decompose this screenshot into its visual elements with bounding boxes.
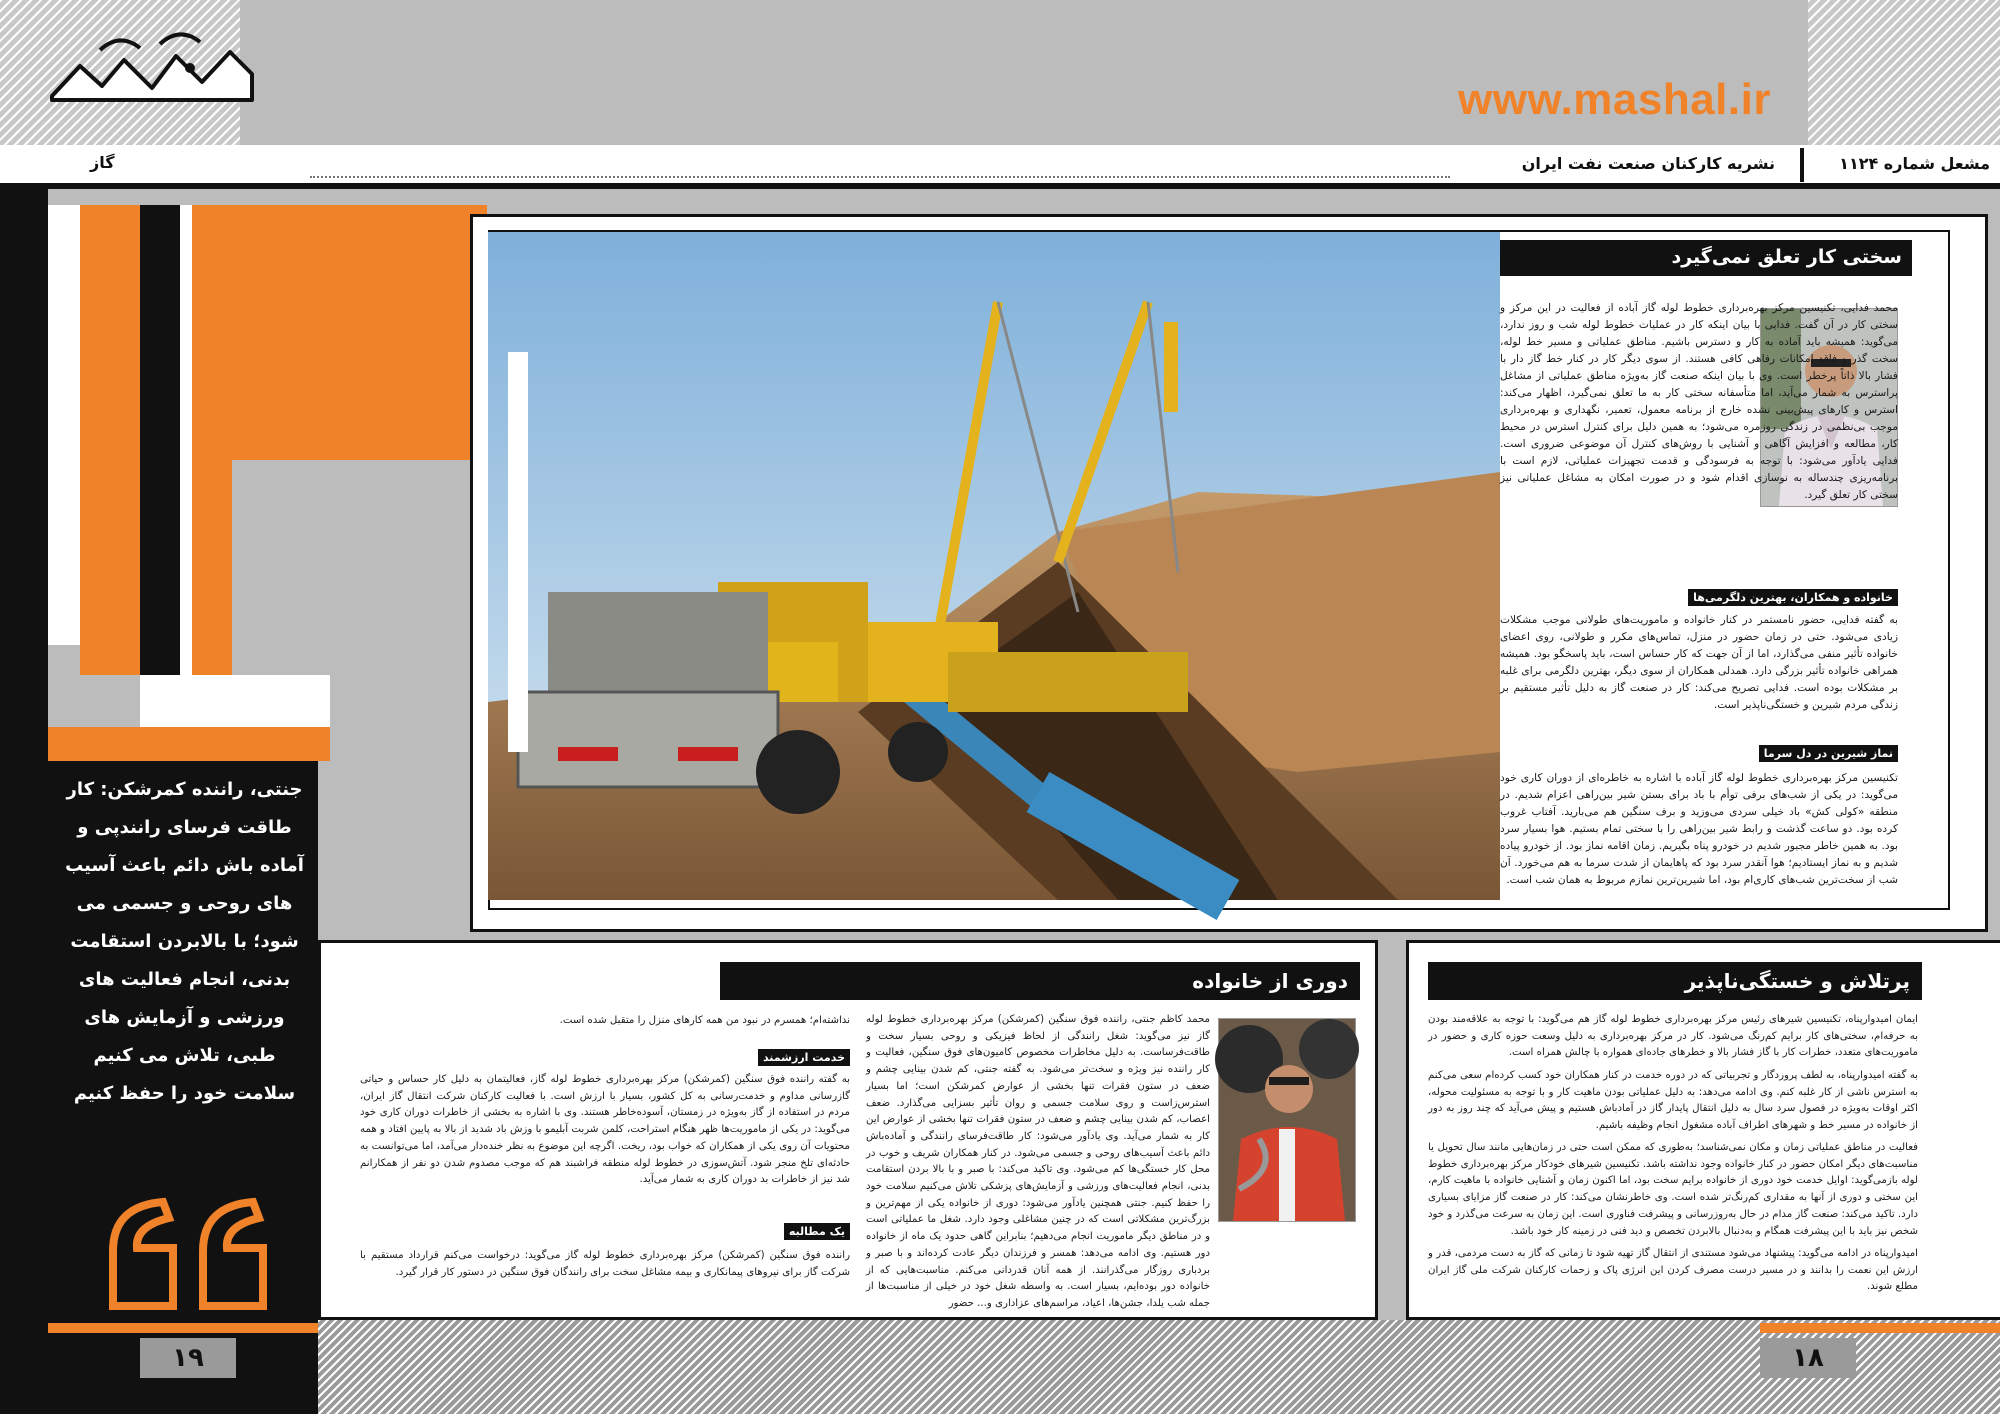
article-left-sub1-label: خدمت ارزشمند: [758, 1049, 850, 1066]
article-top-sub2-label: نماز شیرین در دل سرما: [1759, 745, 1898, 762]
quote-box: [48, 761, 318, 1323]
header-divider: [0, 183, 2000, 189]
article-right-p3: فعالیت در مناطق عملیاتی زمان و مکان نمی‌شناسد؛ به‌طوری که ممکن است حتی در زمان‌هایی مانند سال تحویل یا مناسبت‌های دیگر امکان حضور در کنار خانواده وجود نداشته باشد. تکنیسین شیرهای خودکار مرکز بهره‌برداری خطوط لوله بازمی‌گوید: اوایل خدمت خود دوری از خانواده برایم سخت بود، اما اکنون زمان و آشنایی خانواده با ماهیت کارم، این سختی و دوری از آنها به مقداری کم‌رنگ‌تر شده است. وی خاطرنشان می‌کند: کار در صنعت گاز مزایای بسیاری دارد. تاکید می‌کند: صنعت گاز مدام در حال به‌روزرسانی و پیشرفت فناوری است. این زمان به سرعت می‌گذرد و خود شخص نیز باید با این پیشرفت همگام و به‌دنبال بالابردن تخصص و دید فنی در زمینه کار خود باشد.: [1428, 1142, 1918, 1237]
article-top-sub1-label: خانواده و همکاران، بهترین دلگرمی‌ها: [1688, 589, 1898, 606]
issue-number: مشعل شماره ۱۱۲۴: [1839, 154, 1990, 173]
page-number-left: ۱۹: [172, 1343, 204, 1373]
pipeline-photo: [298, 232, 1500, 900]
article-left-sub1: [360, 1046, 850, 1066]
article-top-sub2-text: تکنیسین مرکز بهره‌برداری خطوط لوله گاز آباده با اشاره به خاطره‌ای از دوران کاری خود می‌گوید: در یکی از شب‌های برفی توأم با باد برای بستن شیر بین‌راهی اعزام شدیم. در منطقه «کولی کش» باد خیلی سردی می‌وزید و برف سنگین هم می‌بارید. آفتاب غروب کرده بود. دو ساعت گذشت و رابط شیر بین‌راهی را با سختی تمام بستیم. هوا بسیار سرد بود. به همین خاطر مجبور شدیم در خودرو پناه بگیریم. زمان اقامه نماز بود. از خودرو پیاده شدیم و به نماز ایستادیم؛ هوا آنقدر سرد بود که پاهایمان از شدت سرما به هم می‌خورد. آن شب از سخت‌ترین شب‌های کاری‌ام بود، اما شیرین‌ترین نمازم مربوط به همان شب است.: [1500, 772, 1898, 886]
orange-strip-bottom: [48, 727, 330, 761]
article-left-sub1-text: به گفته راننده فوق سنگین (کمرشکن) مرکز بهره‌برداری خطوط لوله گاز، فعالیتمان به دلیل کار حساس و حیاتی گازرسانی مداوم و خدمت‌رسانی به کل کشور، بسیار با ارزش است. با فعالیت کارکنان شرکت انتقال گاز ایران، مردم در استفاده از گاز به‌ویژه در زمستان، آسوده‌خاطر هستند. وی با اشاره به بخشی از خاطرات دوران کاری خود می‌گوید: در یکی از ماموریت‌ها ظهر هنگام استراحت، کلمن شربت آبلیمو با وزش باد شدید از بالا به پایین افتاد و همه محتویات آن روی یکی از همکاران که خواب بود، ریخت. اگرچه این موضوع به نظر خنده‌دار می‌آمد، اما می‌توانست به حادثه‌ای تلخ منجر شود. آتش‌سوزی در خطوط لوله منطقه فراشبند هم که موجب مصدوم شدن دو نفر از همکارانم شد نیز از خاطرات بد دوران کاری به شمار می‌آید.: [360, 1074, 850, 1186]
orange-bar-2: [192, 205, 232, 735]
white-gap: [180, 205, 192, 675]
dotted-rule-left: [310, 176, 1450, 178]
article-right-p2: به گفته امیدوارپناه، به لطف پروردگار و تجربیاتی که در دوره خدمت در کنار همکاران خود کسب کرده‌ام سعی می‌کنم به استرس ناشی از کار غلبه کنم. وی ادامه می‌دهد: به دلیل عملیاتی بودن ماهیت کار و با توجه به مسئولیت محوله، اکثر اوقات به‌ویژه در فصول سرد سال به دلیل انتقال پایدار گاز در آمادباش هستیم و پیش می‌آید که چند روز به دور از خانواده در مسیر خط و شهرهای اطراف آباده مشغول انجام وظیفه باشیم.: [1428, 1070, 1918, 1132]
quote-mark-icon: [103, 1196, 283, 1314]
dark-bar-1: [140, 205, 180, 675]
article-top-sub1-text: به گفته فدایی، حضور نامستمر در کنار خانواده و ماموریت‌های طولانی موجب مشکلات زیادی می‌شود. حتی در زمان حضور در منزل، تماس‌های مکرر و طولانی، روی اعضای خانواده تأثیر منفی می‌گذارد، اما از آن جهت که کار حساس است، باید پاسخگو بود. همیشه همراهی خانواده تأثیر بزرگی دارد. همدلی همکاران از سوی دیگر، بهترین دلگرمی برای غلبه بر مشکلات بوده است. فدایی تصریح می‌کند: کار در صنعت گاز به دلیل تأثیر مستقیم بر زندگی مردم شیرین و خستگی‌ناپذیر است.: [1500, 614, 1898, 711]
left-frame-inner: [48, 205, 80, 645]
article-top-sub1: [1500, 586, 1898, 606]
driver-photo: [1218, 1018, 1356, 1222]
header-hatch-right: [1808, 0, 2000, 145]
footer-hatch: [318, 1320, 2000, 1414]
article-left-sub2: [360, 1220, 850, 1240]
article-right-p4: امیدوارپناه در ادامه می‌گوید: پیشنهاد می‌شود مستندی از انتقال گاز تهیه شود تا زمانی که گاز به دست مردمی، قدر و ارزش این نعمت را بدانند و در مسیر درست مصرف کردن این انرژی پاک و زحمات کارکنان شرکت ملی گاز ایران مطلع شوند.: [1428, 1248, 1918, 1293]
article-left-title-text: دوری از خانواده: [1192, 969, 1348, 993]
page-number-left-box: [140, 1338, 236, 1378]
page-number-right: ۱۸: [1792, 1343, 1824, 1373]
article-left-col2-intro: نداشته‌ام؛ همسرم در نبود من همه کارهای منزل را متقبل شده است.: [559, 1015, 850, 1026]
article-left-sub2-text: راننده فوق سنگین (کمرشکن) مرکز بهره‌برداری خطوط لوله گاز می‌گوید: درخواست می‌کنم قرارداد مستقیم با شرکت گاز برای نیروهای پیمانکاری و بیمه مشاغل سخت برای رانندگان فوق سنگین در دستور کار قرار گیرد.: [360, 1250, 850, 1278]
quote-text: جنتی، راننده کمرشکن: کار طاقت فرسای رانندپی و آماده باش دائم باعث آسیب های روحی و جسمی می شود؛ با بالابردن استقامت بدنی، انجام فعالیت های ورزشی و آزمایش های طبی، تلاش می کنیم سلامت خود را حفظ کنیم: [65, 779, 304, 1104]
left-frame-dark: [0, 189, 48, 1414]
footer-orange-right: [1760, 1323, 2000, 1333]
article-left-sub2-label: یک مطالبه: [784, 1223, 850, 1240]
publication-name: نشریه کارکنان صنعت نفت ایران: [1521, 154, 1775, 173]
website-url[interactable]: www.mashal.ir: [1458, 75, 1771, 124]
article-left-title: [720, 962, 1360, 1000]
logo-mark: [40, 22, 265, 117]
article-right-title-text: پرتلاش و خستگی‌ناپذیر: [1684, 969, 1910, 993]
article-right-title: [1428, 962, 1922, 1000]
pipeline-illustration: [298, 232, 1500, 900]
article-top-title: [1500, 240, 1912, 276]
page-number-right-box: [1760, 1338, 1856, 1378]
article-top-title-text: سختی کار تعلق نمی‌گیرد: [1671, 246, 1902, 268]
section-label: گاز: [90, 153, 115, 172]
article-right-p1: ایمان امیدوارپناه، تکنیسین شیرهای رئیس مرکز بهره‌برداری خطوط لوله گاز هم می‌گوید: با توجه به علاقه‌مند بودن به حرفه‌ام، سختی‌های کار برایم کم‌رنگ می‌شود. کار در مرکز بهره‌برداری به دلیل وسعت حوزه کاری و حضور در ماموریت‌های متعدد، خطرات کار با گاز فشار بالا و خطرهای جاده‌ای همواره با چالش همراه است.: [1428, 1014, 1918, 1059]
logo: [40, 22, 265, 117]
article-top-sub2: [1500, 742, 1898, 762]
header-separator: [1800, 148, 1804, 182]
footer-orange-left: [48, 1323, 318, 1333]
article-top-intro: محمد فدایی، تکنیسین مرکز بهره‌برداری خطوط لوله گاز آباده از فعالیت در این مرکز و سختی کار در آن گفت. فدایی با بیان اینکه کار در عملیات خطوط لوله شب و روز ندارد، می‌گوید: همیشه باید آماده به کار و دسترس باشیم. مناطق عملیاتی و مسیر خط لوله، سخت گذر و فاقد امکانات رفاهی کافی هستند. از سوی دیگر کار در کنار خط گاز دار با فشار بالا ذاتاً پرخطر است. وی با بیان اینکه صنعت گاز به‌ویژه مناطق عملیاتی از مشاغل پراسترس به شمار می‌آید، اما متأسفانه سختی کار به ما تعلق نمی‌گیرد، اظهار می‌کند: استرس و کارهای پیش‌بینی نشده خارج از برنامه معمول، تعمیر، نگهداری و بهره‌برداری موجب بی‌نظمی در زندگی روزمره می‌شود؛ به همین دلیل برای کنترل استرس در محیط کار، مطالعه و افزایش آگاهی و آشنایی با روش‌های کنترل آن موضوعی ضروری است. فدایی یادآور می‌شود: با توجه به فرسودگی و قدمت تجهیزات عملیاتی، لازم است با برنامه‌ریزی چندساله به نوسازی اقدام شود و در صورت امکان به مشاغل عملیاتی نیز سختی کار تعلق گیرد.: [1500, 302, 1898, 501]
orange-bar-1: [80, 205, 140, 675]
article-left-col1: محمد کاظم جنتی، راننده فوق سنگین (کمرشکن) مرکز بهره‌برداری خطوط لوله گاز نیز می‌گوید: شغل رانندگی از لحاظ فیزیکی و روحی بسیار سخت و طاقت‌فرساست. به دلیل مخاطرات مخصوص کامیون‌های فوق سنگین، فعالیت و کار راننده نیز ویژه و سخت‌تر می‌شود. به گفته جنتی، کم شدن بینایی چشم و ضعف در ستون فقرات تنها بخشی از عوارض کمرشکن است؛ اما بسیار استرس‌زاست و روی سلامت جسمی و روان تأثیر بسزایی می‌گذارد. ضعف اعصاب، کم شدن بینایی چشم و ضعف در ستون فقرات تنها بخشی از عوارض این کار به شمار می‌آید. وی یادآور می‌شود: کار طاقت‌فرسای رانندگی و آماده‌باش دائم باعث آسیب‌های روحی و جسمی می‌شود. در کنار همکاران شریف و خوب در محل کار خستگی‌ها کم می‌شود. وی تاکید می‌کند: با صبر و با بالا بردن استقامت بدنی، انجام فعالیت‌های ورزشی و آزمایش‌های پزشکی تلاش می‌کنیم سلامت خود را حفظ کنیم. جنتی همچنین یادآور می‌شود: دوری از خانواده یکی از مهم‌ترین و بزرگ‌ترین مشکلاتی است که در چنین مشاغلی وجود دارد. شغل ما عملیاتی است و در مناطق دیگر ماموریت انجام می‌دهیم؛ بنابراین گاهی حدود یک ماه از خانواده دور هستیم. وی ادامه می‌دهد: همسر و فرزندان دیگر عادت کرده‌اند و با صبر و بردباری روزگار می‌گذرانند. از همه آنان قدردانی می‌کنم. مناسبت‌هایی که از خانواده دور بوده‌ایم، بسیار است. به واسطه شغل خود در خیلی از مناسبت‌ها از جمله شب یلدا، جشن‌ها، اعیاد، مراسم‌های عزاداری و... حضور: [866, 1014, 1210, 1309]
driver-illustration: [1219, 1019, 1355, 1221]
